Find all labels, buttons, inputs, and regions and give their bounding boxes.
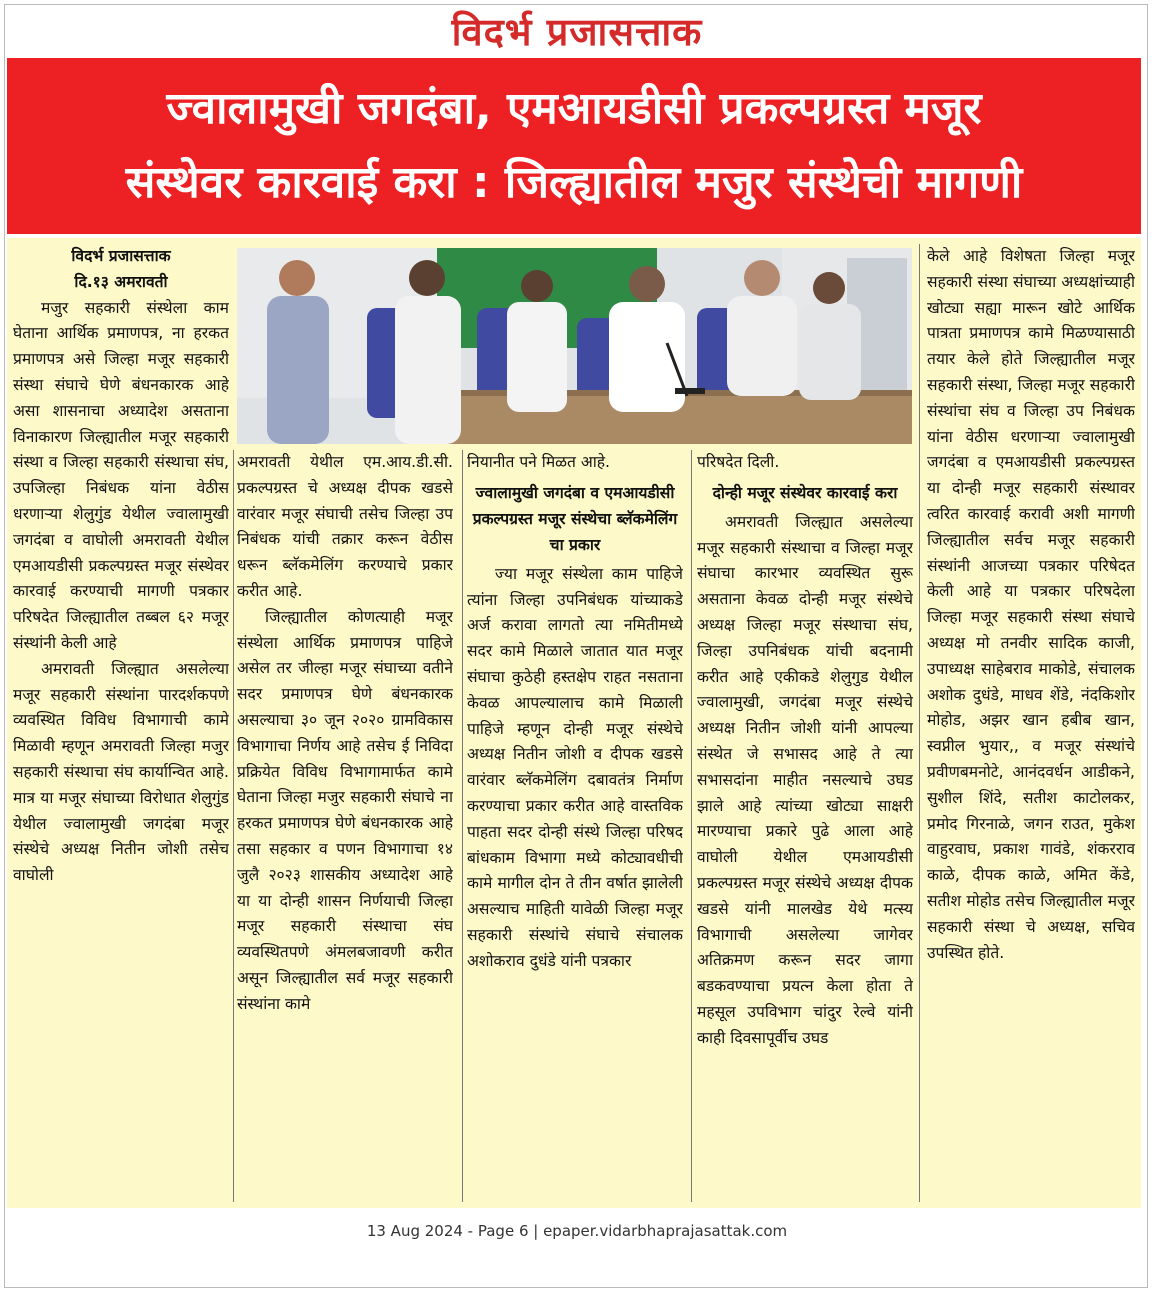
column-rule xyxy=(233,450,234,1202)
subheading: ज्वालामुखी जगदंबा व एमआयडीसी प्रकल्पग्रस्त मजूर संस्थेचा ब्लॅकमेलिंग चा प्रकार xyxy=(472,483,678,554)
paragraph: केले आहे विशेषता जिल्हा मजूर सहकारी संस्था संघाच्या अध्यक्षांच्याही खोट्या सह्या मारून खोटे आर्थिक पात्रता प्रमाणपत्र कामे मिळण्यासाठी तयार केले होते जिल्ह्यातील मजूर सहकारी संस्था, जिल्हा मजूर सहकारी संस्थांचा संघ व जिल्हा उप निबंधक यांना वेठीस धरणाऱ्या ज्वालामुखी जगदंबा व एमआयडीसी प्रकल्पग्रस्त या दोन्ही मजूर सहकारी संस्थावर त्वरित कारवाई करावी अशी मागणी जिल्ह्यातील सर्वच मजूर सहकारी संस्थांनी आजच्या पत्रकार परिषेदत केली आहे या पत्रकार परिषदेला जिल्हा मजूर सहकारी संस्था संघाचे अध्यक्ष मो तनवीर सादिक काजी, उपाध्यक्ष साहेबराव माकोडे, संचालक अशोक दुधंडे, माधव शेंडे, नंदकिशोर मोहोड, अझर खान हबीब खान, स्वप्नील भुयार,, व मजूर संस्थांचे प्रवीणबमनोटे, आनंदवर्धन आडीकने, सुशील शिंदे, सतीश काटोलकर, प्रमोद गिरनाळे, जगन राउत, मुकेश वाहुरवाघ, प्रकाश गावंडे, शंकरराव काळे, दीपक काळे, अमित केंडे, सतीश मोहोड तसेच जिल्ह्यातील मजूर सहकारी संस्था चे अध्यक्ष, सचिव उपस्थित होते. xyxy=(927,247,1135,962)
photo-illustration xyxy=(237,248,912,444)
headline-line-2: संस्थेवर कारवाई करा : जिल्ह्यातील मजुर संस्थेची मागणी xyxy=(125,157,1023,208)
footer-credit: 13 Aug 2024 - Page 6 | epaper.vidarbhaprajasattak.com xyxy=(366,1222,788,1240)
subheading: दोन्ही मजूर संस्थेवर कारवाई करा xyxy=(712,483,898,502)
column-5 xyxy=(927,244,1135,1202)
byline-paper: विदर्भ प्रजासत्ताक xyxy=(71,247,171,265)
column-rule xyxy=(691,450,692,1202)
paragraph: नियानीत पने मिळत आहे. xyxy=(467,453,611,471)
paragraph: अमरावती जिल्ह्यात असलेल्या मजूर सहकारी संस्थांना पारदर्शकपणे व्यवस्थित विविध विभागाची कामे मिळावी म्हणून अमरावती जिल्हा मजुर सहकारी संस्थाचा संघ कार्यान्वित आहे. मात्र या मजूर संघाच्या विरोधात शेलुगुंड येथील ज्वालामुखी जगदंबा मजूर संस्थेचे अध्यक्ष नितीन जोशी तसेच वाघोली xyxy=(13,659,229,885)
column-rule xyxy=(462,450,463,1202)
column-rule xyxy=(919,244,920,1202)
column-2 xyxy=(237,450,453,1202)
column-4 xyxy=(697,450,913,1202)
article-body xyxy=(7,238,1141,1208)
paragraph: ज्या मजूर संस्थेला काम पाहिजे त्यांना जिल्हा उपनिबंधक यांच्याकडे अर्ज करावा लागतो त्या नमितीमध्ये सदर कामे मिळाले जातात यात मजूर संघाचा कुठेही हस्तक्षेप राहत नसताना केवळ आपल्यालाच कामे मिळाली पाहिजे म्हणून दोन्ही मजूर संस्थेचे अध्यक्ष नितीन जोशी व दीपक खडसे वारंवार ब्लॅकमेलिंग दबावतंत्र निर्माण करण्याचा प्रकार करीत आहे वास्तविक पाहता सदर दोन्ही संस्थे जिल्हा परिषद बांधकाम विभागा मध्ये कोट्यावधीची कामे मागील दोन ते तीन वर्षात झालेली असल्याच माहिती यावेळी जिल्हा मजूर सहकारी संस्थांचे संघाचे संचालक अशोकराव दुधंडे यांनी पत्रकार xyxy=(467,564,683,970)
column-1 xyxy=(13,244,229,1202)
paragraph: मजुर सहकारी संस्थेला काम घेताना आर्थिक प्रमाणपत्र, ना हरकत प्रमाणपत्र असे जिल्हा मजूर सहकारी संस्था संघाचे घेणे बंधनकारक आहे असा शासनाचा अध्यादेश असताना विनाकारण जिल्ह्यातील मजूर सहकारी संस्था व जिल्हा सहकारी संस्थाचा संघ, उपजिल्हा निबंधक यांना वेठीस धरणाऱ्या शेलुगुंड येथील ज्वालामुखी जगदंबा व वाघोली अमरावती येथील एमआयडीसी प्रकल्पग्रस्त मजूर संस्थेवर कारवाई करण्याची मागणी पत्रकार परिषदेत जिल्ह्यातील तब्बल ६२ मजूर संस्थांनी केली आहे xyxy=(13,298,229,652)
headline-banner xyxy=(7,58,1141,234)
paragraph: अमरावती येथील एम.आय.डी.सी. प्रकल्पग्रस्त चे अध्यक्ष दीपक खडसे वारंवार मजूर संघाची तसेच जिल्हा उप निबंधक यांची तक्रार करून वेठीस धरून ब्लॅकमेलिंग करण्याचे प्रकार करीत आहे. xyxy=(237,453,453,600)
press-conference-photo xyxy=(237,248,912,444)
masthead: विदर्भ प्रजासत्ताक xyxy=(451,10,703,54)
paragraph: परिषदेत दिली. xyxy=(697,453,780,471)
paragraph: जिल्ह्यातील कोणत्याही मजूर संस्थेला आर्थिक प्रमाणपत्र पाहिजे असेल तर जील्हा मजूर संघाच्या वतीने सदर प्रमाणपत्र घेणे बंधनकारक असल्याचा ३० जून २०२० ग्रामविकास विभागाचा निर्णय आहे तसेच ई निविदा प्रक्रियेत विविध विभागामार्फत कामे घेताना जिल्हा मजुर सहकारी संघाचे ना हरकत प्रमाणपत्र घेणे बंधनकारक आहे तसा सहकार व पणन विभागाचा १४ जुलै २०२३ शासकीय अध्यादेश आहे या या दोन्ही शासन निर्णयाची जिल्हा मजूर सहकारी संस्थाचा संघ व्यवस्थितपणे अंमलबजावणी करीत असून जिल्ह्यातील सर्व मजूर सहकारी संस्थांना कामे xyxy=(237,607,453,1013)
byline-date: दि.१३ अमरावती xyxy=(74,272,168,291)
headline-line-1: ज्वालामुखी जगदंबा, एमआयडीसी प्रकल्पग्रस्त मजूर xyxy=(166,83,982,134)
paragraph: अमरावती जिल्ह्यात असलेल्या मजूर सहकारी संस्थाचा व जिल्हा मजूर संघाचा कारभार व्यवस्थित सुरू असताना केवळ दोन्ही मजूर संस्थेचे अध्यक्ष जिल्हा मजूर संस्थाचा संघ, जिल्हा उपनिबंधक यांची बदनामी करीत आहे एकीकडे शेलुगुड येथील ज्वालामुखी, जगदंबा मजूर संस्थेचे अध्यक्ष नितीन जोशी यांनी आपल्या संस्थेत जे सभासद आहे ते त्या सभासदांना माहीत नसल्याचे उघड झाले आहे त्यांच्या खोट्या साक्षरी मारण्याचा प्रकारे पुढे आला आहे वाघोली येथील एमआयडीसी प्रकल्पग्रस्त मजूर संस्थेचे अध्यक्ष दीपक खडसे यांनी मालखेड येथे मत्स्य विभागाची असलेल्या जागेवर अतिक्रमण करून सदर जागा बडकवण्याचा प्रयत्न केला होता ते महसूल उपविभाग चांदुर रेल्वे यांनी काही दिवसापूर्वीच उघड xyxy=(697,512,913,1047)
column-3 xyxy=(467,450,683,1202)
